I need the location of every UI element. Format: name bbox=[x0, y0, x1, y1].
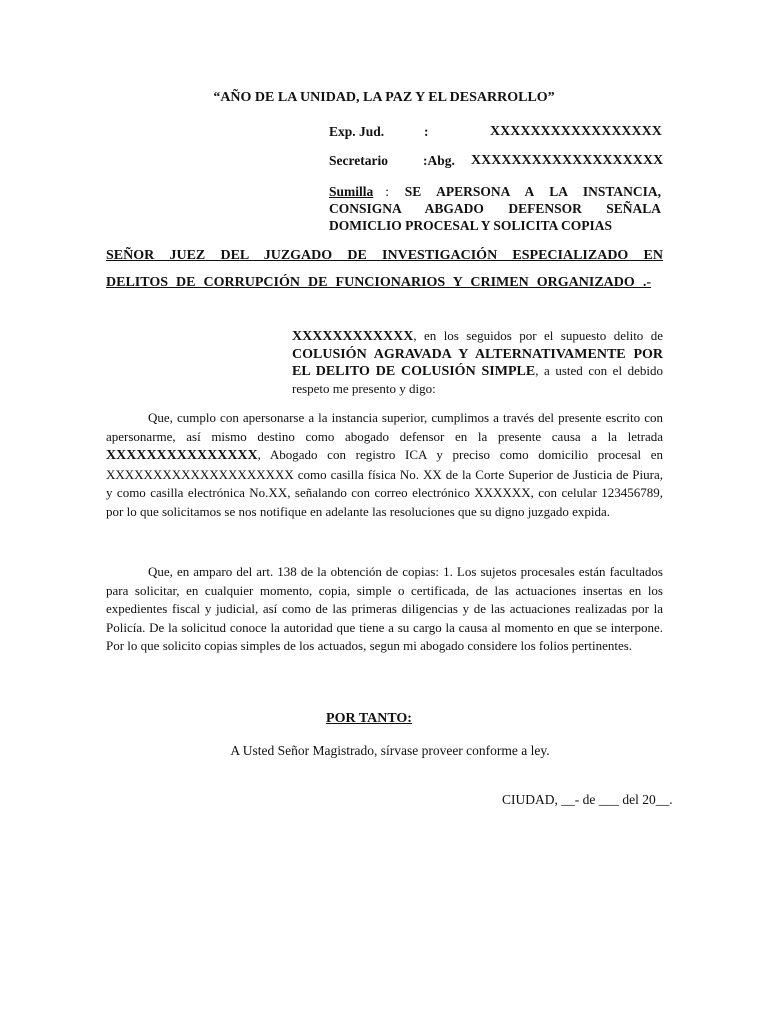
exp-colon: : bbox=[424, 124, 429, 139]
addressee-line-2: DELITOS DE CORRUPCIÓN DE FUNCIONARIOS Y CRIMEN ORGANIZADO .- bbox=[106, 275, 651, 290]
por-tanto-text: A Usted Señor Magistrado, sírvase proveer conforme a ley. bbox=[230, 743, 550, 758]
intro-text: , en los seguidos por el supuesto delito de bbox=[413, 328, 663, 343]
addressee-line-1: SEÑOR JUEZ DEL JUZGADO DE INVESTIGACIÓN ESPECIALIZADO EN bbox=[106, 248, 663, 263]
year-motto: “AÑO DE LA UNIDAD, LA PAZ Y EL DESARROLLO” bbox=[213, 90, 555, 105]
sumilla-sep: : bbox=[385, 184, 390, 199]
p1-text-a: Que, cumplo con apersonarse a la instancia superior, cumplimos a través del presente escrito con apersonarme, así mismo destino como abogado defensor en la presente causa a la letrada bbox=[106, 410, 663, 444]
sumilla-block bbox=[329, 183, 661, 234]
paragraph-1 bbox=[106, 409, 663, 522]
sumilla-text: SE APERSONA A LA INSTANCIA, CONSIGNA ABGADO DEFENSOR SEÑALA DOMICLIO PROCESAL Y SOLICITA COPIAS bbox=[329, 184, 661, 233]
place-date: CIUDAD, __- de ___ del 20__. bbox=[502, 792, 673, 807]
petitioner-name: XXXXXXXXXXXX bbox=[292, 329, 414, 344]
p1-text-b: , Abogado con registro ICA y preciso como domicilio procesal en XXXXXXXXXXXXXXXXXXXX como casilla física No. XX de la Corte Superior de Justicia de Piura, y como casilla electrónica No.XX, señalando con correo electrónico XXXXXX, con celular 123456789, por lo que solicitamos se nos notifique en adelante las resoluciones que su digno juzgado expida. bbox=[106, 447, 663, 519]
exp-label: Exp. Jud. bbox=[329, 124, 385, 139]
secretario-abg: :Abg. bbox=[423, 153, 455, 168]
p1-lawyer-name: XXXXXXXXXXXXXXX bbox=[106, 448, 258, 464]
por-tanto-heading: POR TANTO: bbox=[326, 711, 412, 726]
sumilla-label: Sumilla bbox=[329, 184, 374, 199]
intro-closing: , a usted con el debido respeto me presento y digo: bbox=[292, 363, 664, 396]
secretario-label: Secretario bbox=[329, 153, 388, 168]
petitioner-intro bbox=[292, 328, 663, 397]
p2-text: Que, en amparo del art. 138 de la obtención de copias: 1. Los sujetos procesales están facultados para solicitar, en cualquier momento, copia, simple o certificada, de las actuaciones insertas en los expedientes fiscal y judicial, así como de las primeras diligencias y de las actuaciones realizadas por la Policía. De la solicitud conoce la autoridad que tiene a su cargo la causa al momento en que se interpone. Por lo que solicito copias simples de los actuados, segun mi abogado considere los folios pertinentes. bbox=[106, 564, 663, 654]
crime-name: COLUSIÓN AGRAVADA Y ALTERNATIVAMENTE POR EL DELITO DE COLUSIÓN SIMPLE bbox=[292, 346, 663, 379]
secretario-value: XXXXXXXXXXXXXXXXXXX bbox=[471, 153, 664, 168]
exp-value: XXXXXXXXXXXXXXXXX bbox=[490, 124, 662, 139]
paragraph-2 bbox=[106, 563, 663, 656]
